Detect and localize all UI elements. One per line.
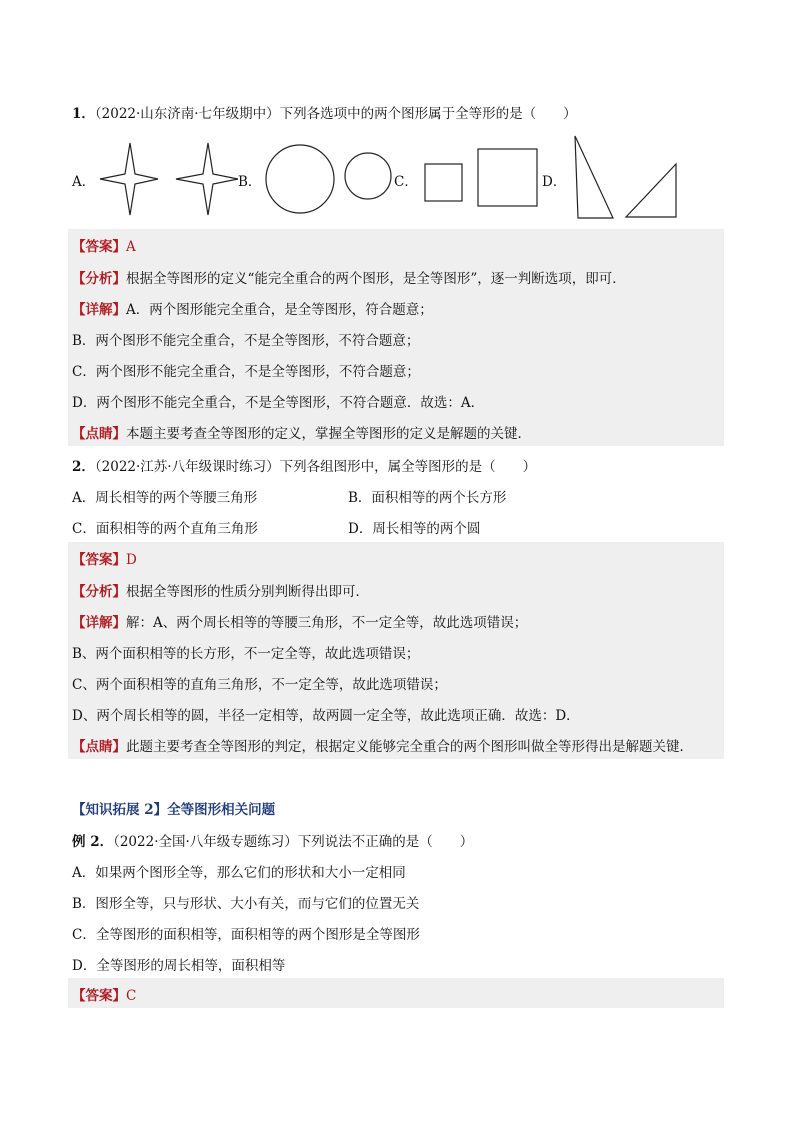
q1-option-d-triangles-figure <box>570 133 682 223</box>
q2-option-b: B．面积相等的两个长方形 <box>348 490 507 506</box>
q2-number: 2． <box>72 459 95 475</box>
q1-option-d-label: D． <box>542 174 567 190</box>
q2-option-d: D．周长相等的两个圆 <box>348 521 481 537</box>
q2-source: （2022·江苏·八年级课时练习） <box>94 459 280 475</box>
q1-analysis-line <box>72 267 626 287</box>
q1-option-c-squares-figure <box>422 146 542 208</box>
q1-source: （2022·山东济南·七年级期中） <box>94 106 280 122</box>
q1-detail-line-4: D．两个图形不能完全重合，不是全等图形，不符合题意．故选：A． <box>72 395 485 411</box>
q1-answer-line <box>72 235 136 255</box>
q1-comment-tag: 【点睛】 <box>72 426 126 442</box>
q2-detail-1: 解：A、两个周长相等的等腰三角形，不一定全等，故此选项错误； <box>126 615 528 631</box>
q1-number: 1． <box>72 106 95 122</box>
ex2-stem: 下列说法不正确的是（ ） <box>297 834 474 850</box>
large-circle <box>266 145 334 213</box>
ex2-answer-box <box>68 978 724 1008</box>
q2-answer-line <box>72 548 137 568</box>
q2-comment-line <box>72 735 693 755</box>
q1-option-a-label: A． <box>72 174 96 190</box>
q2-answer-box <box>68 542 724 759</box>
q2-analysis-line <box>72 580 369 600</box>
large-square <box>478 149 537 206</box>
four-point-star-right <box>176 143 238 215</box>
q1-detail-1: A．两个图形能完全重合，是全等图形，符合题意； <box>126 302 433 318</box>
section-heading: 【知识拓展 2】全等图形相关问题 <box>72 802 276 818</box>
ex2-number: 例 2． <box>72 834 114 850</box>
q2-option-c: C．面积相等的两个直角三角形 <box>72 521 258 537</box>
q1-option-b-circles-figure <box>264 143 394 215</box>
q1-option-c-label: C． <box>394 174 418 190</box>
q1-detail-tag: 【详解】 <box>72 302 126 318</box>
q2-comment-tag: 【点睛】 <box>72 739 126 755</box>
q2-answer: D <box>126 552 137 568</box>
q1-analysis: 根据全等图形的定义“能完全重合的两个图形，是全等图形”，逐一判断选项，即可． <box>126 271 626 287</box>
ex2-option-c: C．全等图形的面积相等，面积相等的两个图形是全等图形 <box>72 927 420 943</box>
q2-option-a: A．周长相等的两个等腰三角形 <box>72 490 258 506</box>
ex2-source: （2022·全国·八年级专题练习） <box>113 834 298 850</box>
q2-detail-line-3: C、两个面积相等的直角三角形，不一定全等，故此选项错误； <box>72 677 447 693</box>
q2-answer-tag: 【答案】 <box>72 552 126 568</box>
four-point-star-left <box>100 143 158 215</box>
q1-option-a-stars-figure <box>98 141 243 219</box>
small-square <box>425 164 462 201</box>
q2-analysis-tag: 【分析】 <box>72 584 126 600</box>
q1-stem-line <box>72 102 577 122</box>
q2-detail-tag: 【详解】 <box>72 615 126 631</box>
q2-stem-line <box>72 455 536 475</box>
q1-comment-line <box>72 422 531 442</box>
right-triangle-short <box>626 164 676 217</box>
q2-detail-line-2: B、两个面积相等的长方形，不一定全等，故此选项错误； <box>72 646 420 662</box>
q1-stem: 下列各选项中的两个图形属于全等形的是（ ） <box>279 106 577 122</box>
ex2-answer-line <box>72 984 136 1004</box>
small-circle <box>345 153 391 199</box>
ex2-option-a: A．如果两个图形全等，那么它们的形状和大小一定相同 <box>72 865 406 881</box>
q1-answer-tag: 【答案】 <box>72 239 126 255</box>
ex2-option-d: D．全等图形的周长相等，面积相等 <box>72 958 286 974</box>
ex2-answer-tag: 【答案】 <box>72 988 126 1004</box>
q2-comment: 此题主要考查全等图形的判定，根据定义能够完全重合的两个图形叫做全等形得出是解题关键． <box>126 739 693 755</box>
q2-stem: 下列各组图形中，属全等图形的是（ ） <box>279 459 537 475</box>
ex2-stem-line <box>72 830 473 850</box>
right-triangle-tall <box>575 136 613 218</box>
q1-detail-line-1 <box>72 298 433 318</box>
q1-comment: 本题主要考查全等图形的定义，掌握全等图形的定义是解题的关键． <box>126 426 531 442</box>
q1-detail-line-3: C．两个图形不能完全重合，不是全等图形，不符合题意； <box>72 364 420 380</box>
q2-detail-line-1 <box>72 611 527 631</box>
ex2-answer: C <box>126 988 137 1004</box>
q1-answer: A <box>126 239 136 255</box>
q1-detail-line-2: B．两个图形不能完全重合，不是全等图形，不符合题意； <box>72 333 420 349</box>
q2-analysis: 根据全等图形的性质分别判断得出即可． <box>126 584 369 600</box>
q1-answer-box <box>68 229 724 446</box>
q2-detail-line-4: D、两个周长相等的圆，半径一定相等，故两圆一定全等，故此选项正确．故选：D． <box>72 708 580 724</box>
q1-analysis-tag: 【分析】 <box>72 271 126 287</box>
q1-option-b-label: B． <box>238 174 262 190</box>
ex2-option-b: B．图形全等，只与形状、大小有关，而与它们的位置无关 <box>72 896 420 912</box>
